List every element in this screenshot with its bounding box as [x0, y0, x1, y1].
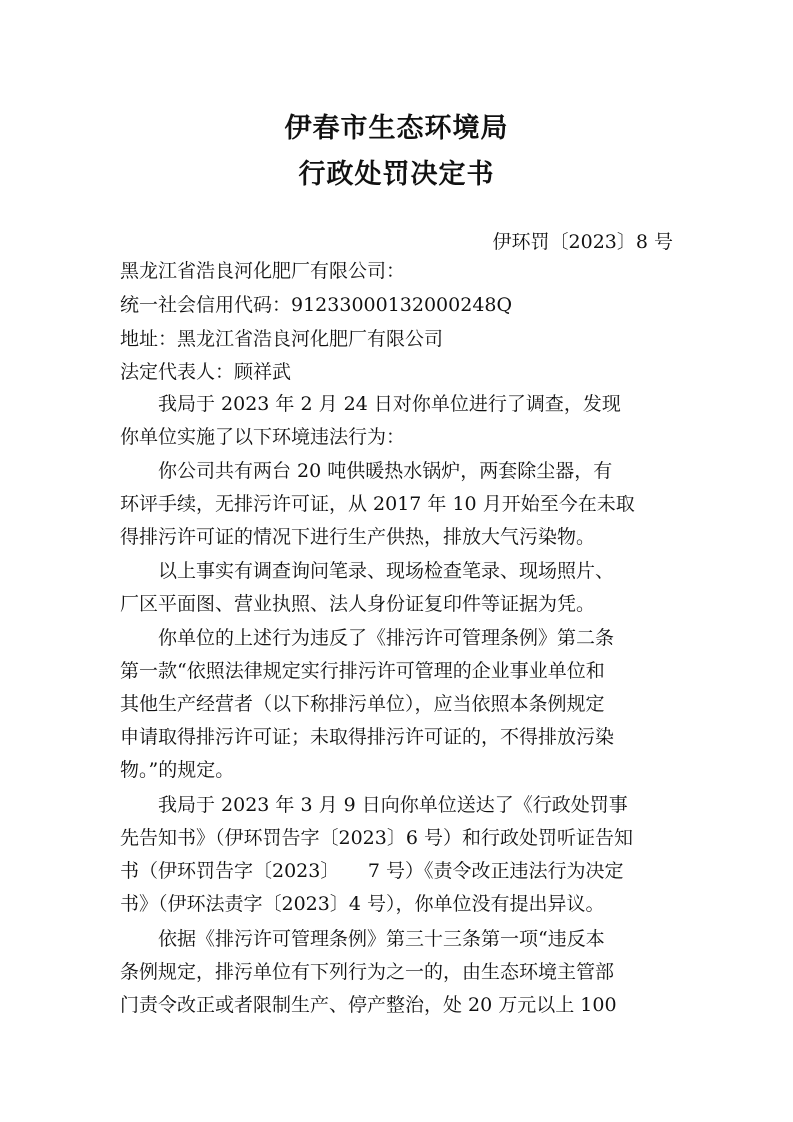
paragraph-line: 你公司共有两台 20 吨供暖热水锅炉，两套除尘器，有 — [158, 460, 613, 482]
legal-representative: 法定代表人：顾祥武 — [120, 361, 292, 383]
paragraph-line: 门责令改正或者限制生产、停产整治，处 20 万元以上 100 — [120, 994, 617, 1016]
paragraph-line: 申请取得排污许可证；未取得排污许可证的，不得排放污染 — [120, 726, 615, 748]
paragraph-line: 环评手续，无排污许可证，从 2017 年 10 月开始至今在未取 — [120, 493, 635, 515]
paragraph-line: 先告知书》（伊环罚告字〔2023〕6 号）和行政处罚听证告知 — [120, 827, 633, 849]
paragraph-line: 物。”的规定。 — [120, 759, 235, 781]
paragraph-legal-basis — [120, 923, 676, 1022]
paragraph-line: 其他生产经营者（以下称排污单位），应当依照本条例规定 — [120, 693, 605, 715]
paragraph-facts — [120, 455, 676, 554]
paragraph-line: 厂区平面图、营业执照、法人身份证复印件等证据为凭。 — [120, 593, 596, 615]
paragraph-line: 条例规定，排污单位有下列行为之一的，由生态环境主管部 — [120, 961, 615, 983]
paragraph-line: 以上事实有调查询问笔录、现场检查笔录、现场照片、 — [158, 560, 615, 582]
paragraph-line: 第一款“依照法律规定实行排污许可管理的企业事业单位和 — [120, 660, 605, 682]
paragraph-line: 我局于 2023 年 3 月 9 日向你单位送达了《行政处罚事 — [158, 794, 628, 816]
document-number: 伊环罚〔2023〕8 号 — [492, 231, 673, 253]
paragraph-line: 书》（伊环法责字〔2023〕4 号），你单位没有提出异议。 — [120, 893, 605, 915]
address: 地址：黑龙江省浩良河化肥厂有限公司 — [120, 328, 444, 350]
paragraph-notification — [120, 789, 676, 921]
paragraph-line: 我局于 2023 年 2 月 24 日对你单位进行了调查，发现 — [158, 393, 621, 415]
document-title-type: 行政处罚决定书 — [298, 159, 495, 190]
paragraph-violation — [120, 622, 676, 787]
paragraph-investigation — [120, 388, 676, 454]
paragraph-evidence — [120, 555, 676, 621]
paragraph-line: 书（伊环罚告字〔2023〕 7 号）《责令改正违法行为决定 — [120, 860, 624, 882]
paragraph-line: 得排污许可证的情况下进行生产供热，排放大气污染物。 — [120, 526, 596, 548]
paragraph-line: 你单位的上述行为违反了《排污许可管理条例》第二条 — [158, 627, 615, 649]
credit-code: 统一社会信用代码：91233000132000248Q — [120, 294, 513, 316]
document-title-agency: 伊春市生态环境局 — [284, 113, 509, 144]
paragraph-line: 你单位实施了以下环境违法行为： — [120, 426, 406, 448]
addressee: 黑龙江省浩良河化肥厂有限公司： — [120, 260, 406, 282]
paragraph-line: 依据《排污许可管理条例》第三十三条第一项“违反本 — [158, 928, 605, 950]
